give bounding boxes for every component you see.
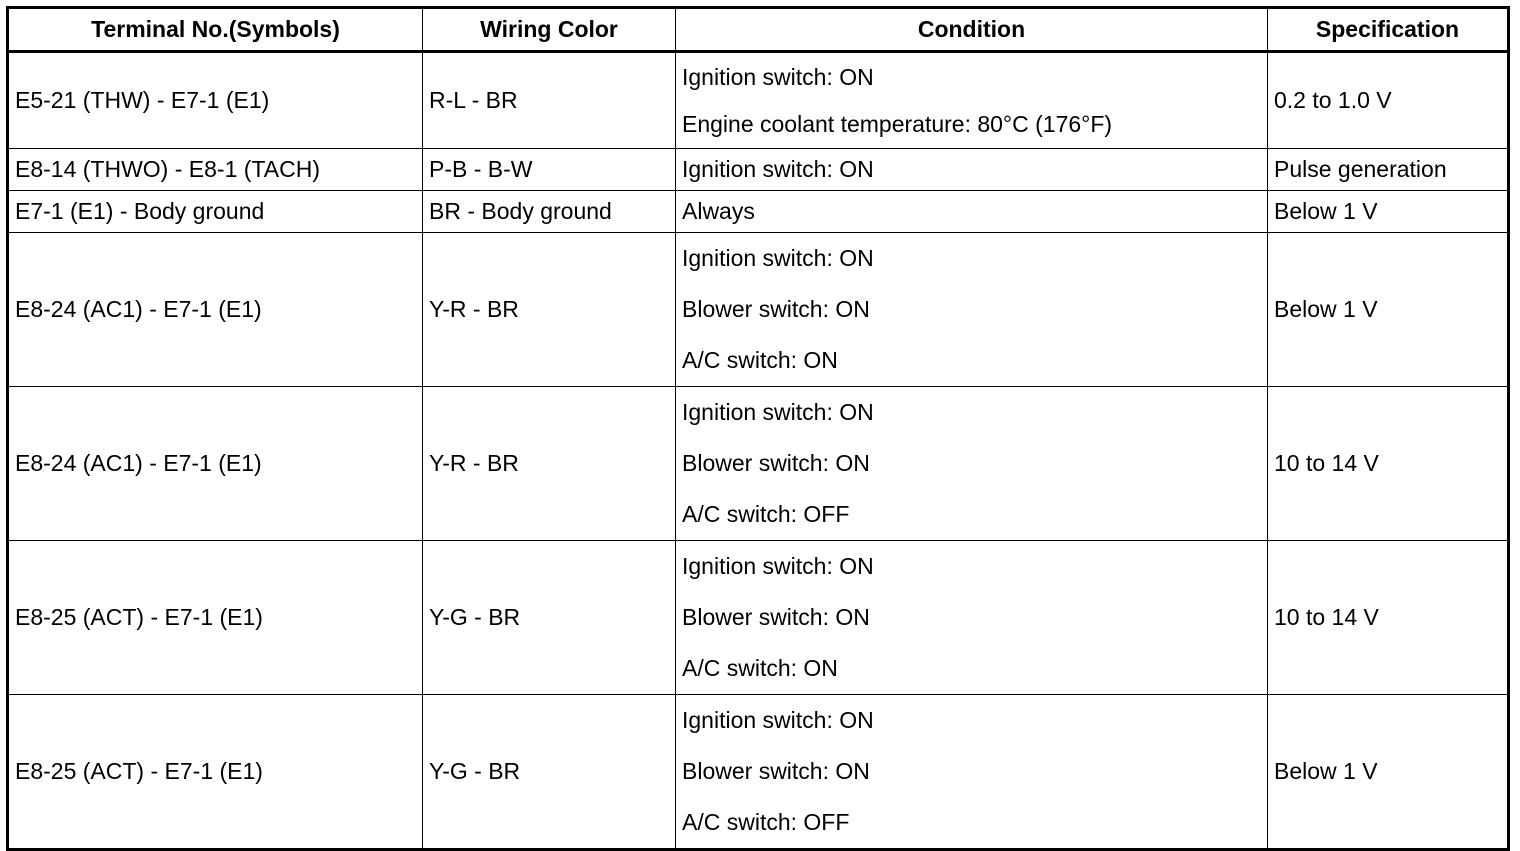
condition-line: A/C switch: OFF bbox=[682, 501, 850, 527]
condition-line: Ignition switch: ON bbox=[682, 553, 874, 579]
wiring-color-cell: Y-R - BR bbox=[423, 387, 676, 541]
condition-line: Blower switch: ON bbox=[682, 604, 870, 630]
condition-cell bbox=[676, 191, 1268, 233]
condition-line: Ignition switch: ON bbox=[682, 245, 874, 271]
specification-cell: Below 1 V bbox=[1268, 191, 1509, 233]
specification-cell: Below 1 V bbox=[1268, 695, 1509, 850]
terminal-cell: E8-25 (ACT) - E7-1 (E1) bbox=[8, 695, 423, 850]
condition-line: Ignition switch: ON bbox=[682, 399, 874, 425]
condition-line: A/C switch: ON bbox=[682, 655, 838, 681]
table-header bbox=[8, 8, 1509, 52]
header-wiring-color: Wiring Color bbox=[423, 8, 676, 52]
specification-cell: 10 to 14 V bbox=[1268, 387, 1509, 541]
condition-line: A/C switch: ON bbox=[682, 347, 838, 373]
terminal-cell: E7-1 (E1) - Body ground bbox=[8, 191, 423, 233]
header-row bbox=[8, 8, 1509, 52]
terminal-cell: E8-24 (AC1) - E7-1 (E1) bbox=[8, 387, 423, 541]
wiring-color-cell: BR - Body ground bbox=[423, 191, 676, 233]
wiring-color-cell: P-B - B-W bbox=[423, 149, 676, 191]
terminal-cell: E8-25 (ACT) - E7-1 (E1) bbox=[8, 541, 423, 695]
condition-line: Ignition switch: ON bbox=[682, 707, 874, 733]
condition-cell bbox=[676, 541, 1268, 695]
terminal-cell: E5-21 (THW) - E7-1 (E1) bbox=[8, 52, 423, 149]
condition-line: Always bbox=[682, 198, 755, 224]
terminal-cell: E8-24 (AC1) - E7-1 (E1) bbox=[8, 233, 423, 387]
table-row bbox=[8, 191, 1509, 233]
specification-cell: 10 to 14 V bbox=[1268, 541, 1509, 695]
condition-line: Engine coolant temperature: 80°C (176°F) bbox=[682, 110, 1113, 137]
condition-line: A/C switch: OFF bbox=[682, 809, 850, 835]
table-row bbox=[8, 52, 1509, 149]
table-body bbox=[8, 52, 1509, 850]
table-row bbox=[8, 233, 1509, 387]
wiring-color-cell: R-L - BR bbox=[423, 52, 676, 149]
wiring-color-cell: Y-R - BR bbox=[423, 233, 676, 387]
condition-cell bbox=[676, 149, 1268, 191]
condition-cell bbox=[676, 52, 1268, 149]
table-row bbox=[8, 541, 1509, 695]
condition-line: Blower switch: ON bbox=[682, 450, 870, 476]
condition-cell bbox=[676, 387, 1268, 541]
table-row bbox=[8, 695, 1509, 850]
specification-cell: Below 1 V bbox=[1268, 233, 1509, 387]
header-condition: Condition bbox=[676, 8, 1268, 52]
table-row bbox=[8, 149, 1509, 191]
header-specification: Specification bbox=[1268, 8, 1509, 52]
wiring-color-cell: Y-G - BR bbox=[423, 695, 676, 850]
specification-cell: Pulse generation bbox=[1268, 149, 1509, 191]
condition-line: Ignition switch: ON bbox=[682, 63, 874, 90]
condition-line: Ignition switch: ON bbox=[682, 156, 874, 182]
condition-cell bbox=[676, 695, 1268, 850]
condition-line: Blower switch: ON bbox=[682, 296, 870, 322]
terminal-specification-table bbox=[6, 6, 1510, 851]
condition-cell bbox=[676, 233, 1268, 387]
terminal-cell: E8-14 (THWO) - E8-1 (TACH) bbox=[8, 149, 423, 191]
wiring-color-cell: Y-G - BR bbox=[423, 541, 676, 695]
condition-line: Blower switch: ON bbox=[682, 758, 870, 784]
table-row bbox=[8, 387, 1509, 541]
specification-cell: 0.2 to 1.0 V bbox=[1268, 52, 1509, 149]
header-terminal: Terminal No.(Symbols) bbox=[8, 8, 423, 52]
